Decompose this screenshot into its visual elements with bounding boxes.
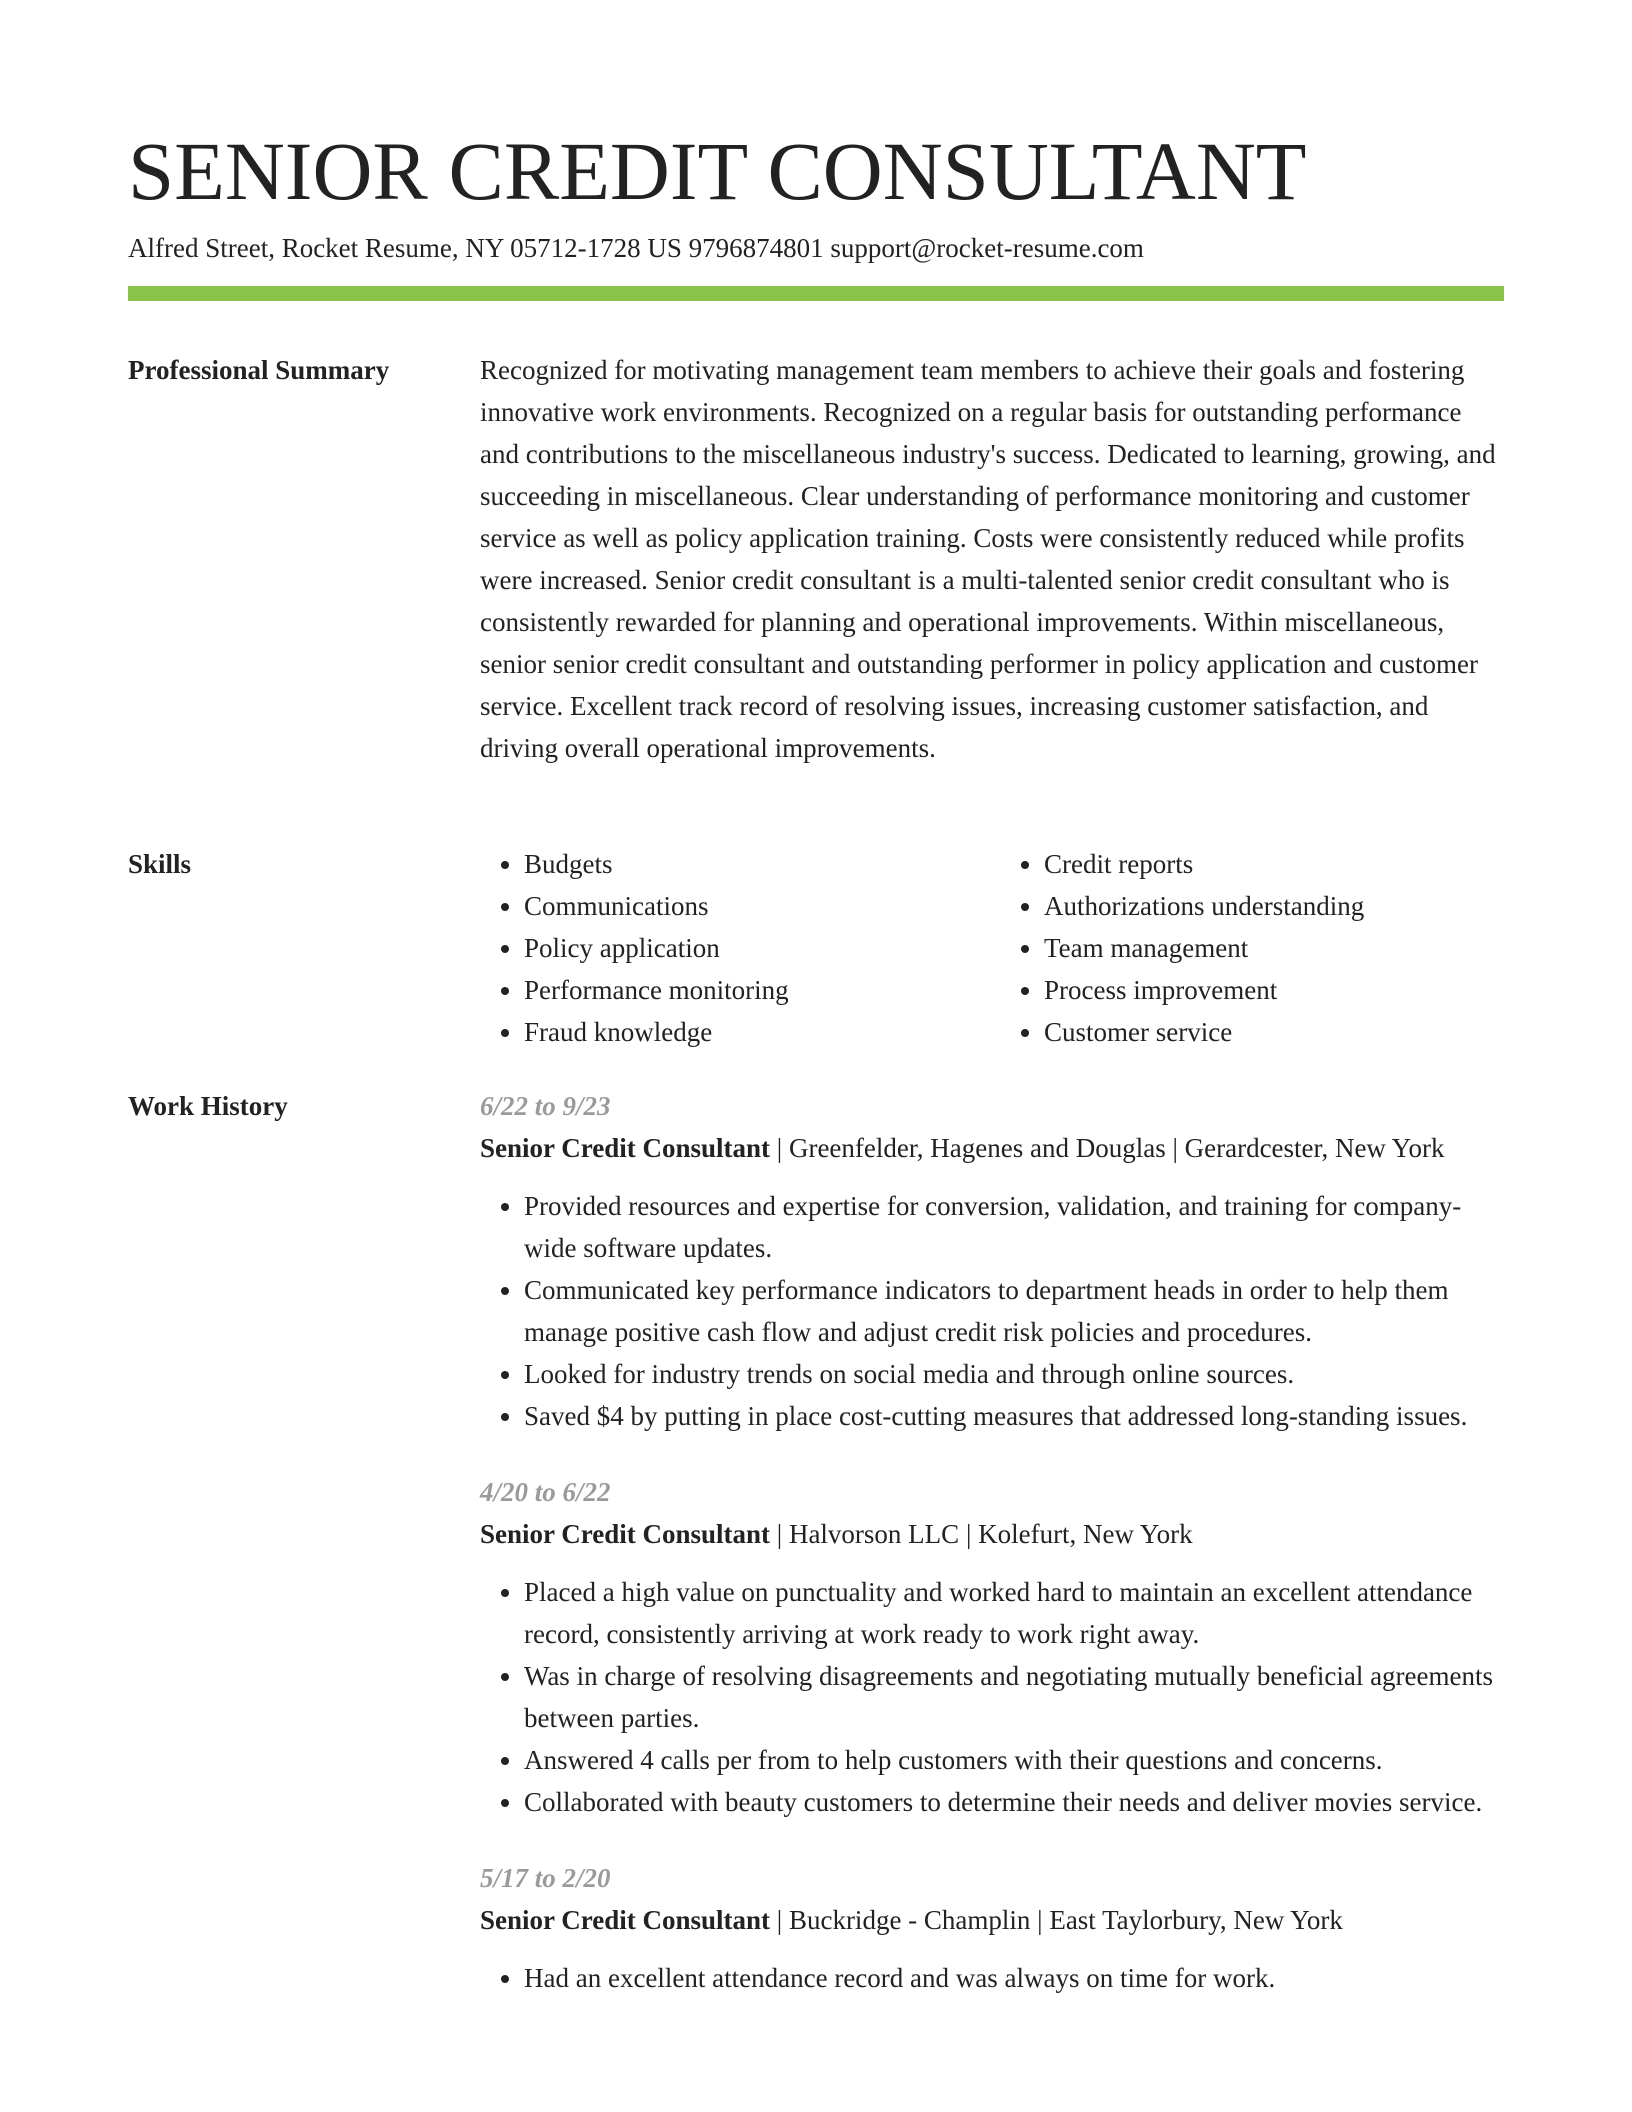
job-location: Kolefurt, New York [978,1519,1193,1549]
job-company: Halvorson LLC [788,1519,960,1549]
work-history-heading: Work History [128,1091,288,1121]
job-company: Greenfelder, Hagenes and Douglas [788,1133,1166,1163]
job-separator: | [770,1133,789,1163]
skills-heading: Skills [128,849,192,879]
job-separator: | [959,1519,979,1549]
job-bullet: • Had an excellent attendance record and was always on time for work. [524,1957,1504,1999]
job-location: East Taylorbury, New York [1049,1905,1343,1935]
job-separator: | [1165,1133,1185,1163]
job-header [480,1899,1504,1941]
job-dates: 4/20 to 6/22 [480,1477,611,1507]
job-bullet: • Communicated key performance indicators to department heads in order to help them manage positive cash flow and adjust credit risk policies and procedures. [524,1269,1504,1353]
job-bullets [480,1571,1504,1823]
skill-item: • Communications [524,885,984,927]
contact-line: Alfred Street, Rocket Resume, NY 05712-1728 US 9796874801 support@rocket-resume.com [128,233,1144,263]
job-bullet: • Collaborated with beauty customers to determine their needs and deliver movies service. [524,1781,1504,1823]
accent-divider [128,286,1504,301]
job-dates: 6/22 to 9/23 [480,1091,611,1121]
work-history-body [480,1085,1504,1999]
job-separator: | [1030,1905,1050,1935]
job-bullets [480,1957,1504,1999]
job-bullet: • Saved $4 by putting in place cost-cutting measures that addressed long-standing issues. [524,1395,1504,1437]
job-header [480,1513,1504,1555]
summary-text: Recognized for motivating management team members to achieve their goals and fostering innovative work environments. Recognized on a regular basis for outstanding performance and contributions to the miscellaneous industry's success. Dedicated to learning, growing, and succeeding in miscellaneous. Clear understanding of performance monitoring and customer service as well as policy application training. Costs were consistently reduced while profits were increased. Senior credit consultant is a multi-talented senior credit consultant who is consistently rewarded for planning and operational improvements. Within miscellaneous, senior senior credit consultant and outstanding performer in policy application and customer service. Excellent track record of resolving issues, increasing customer satisfaction, and driving overall operational improvements. [480,355,1496,763]
job-separator: | [770,1519,789,1549]
summary-heading: Professional Summary [128,355,390,385]
job-location: Gerardcester, New York [1184,1133,1445,1163]
skill-item: • Process improvement [1044,969,1504,1011]
job-title: Senior Credit Consultant [480,1133,771,1163]
job-bullet: • Was in charge of resolving disagreements and negotiating mutually beneficial agreements between parties. [524,1655,1504,1739]
skill-item: • Team management [1044,927,1504,969]
summary-body [480,349,1504,769]
skill-item: • Authorizations understanding [1044,885,1504,927]
job-bullets [480,1185,1504,1437]
skills-body [480,843,1504,1053]
job-title: Senior Credit Consultant [480,1519,771,1549]
skills-list-right [1000,843,1504,1053]
job-dates: 5/17 to 2/20 [480,1863,611,1893]
skill-item: • Fraud knowledge [524,1011,984,1053]
resume-title: SENIOR CREDIT CONSULTANT [128,125,1307,217]
skills-list-left [480,843,984,1053]
skills-columns [480,843,1504,1053]
skill-item: • Credit reports [1044,843,1504,885]
job-header [480,1127,1504,1169]
skill-item: • Policy application [524,927,984,969]
job-company: Buckridge - Champlin [788,1905,1031,1935]
job-bullet: • Provided resources and expertise for conversion, validation, and training for company-wide software updates. [524,1185,1504,1269]
job-bullet: • Looked for industry trends on social media and through online sources. [524,1353,1504,1395]
job-bullet: • Answered 4 calls per from to help customers with their questions and concerns. [524,1739,1504,1781]
job-title: Senior Credit Consultant [480,1905,771,1935]
job-entry [480,1857,1504,1999]
skill-item: • Performance monitoring [524,969,984,1011]
job-entry [480,1085,1504,1437]
job-entry [480,1471,1504,1823]
skill-item: • Budgets [524,843,984,885]
job-separator: | [770,1905,789,1935]
skill-item: • Customer service [1044,1011,1504,1053]
job-bullet: • Placed a high value on punctuality and worked hard to maintain an excellent attendance record, consistently arriving at work ready to work right away. [524,1571,1504,1655]
